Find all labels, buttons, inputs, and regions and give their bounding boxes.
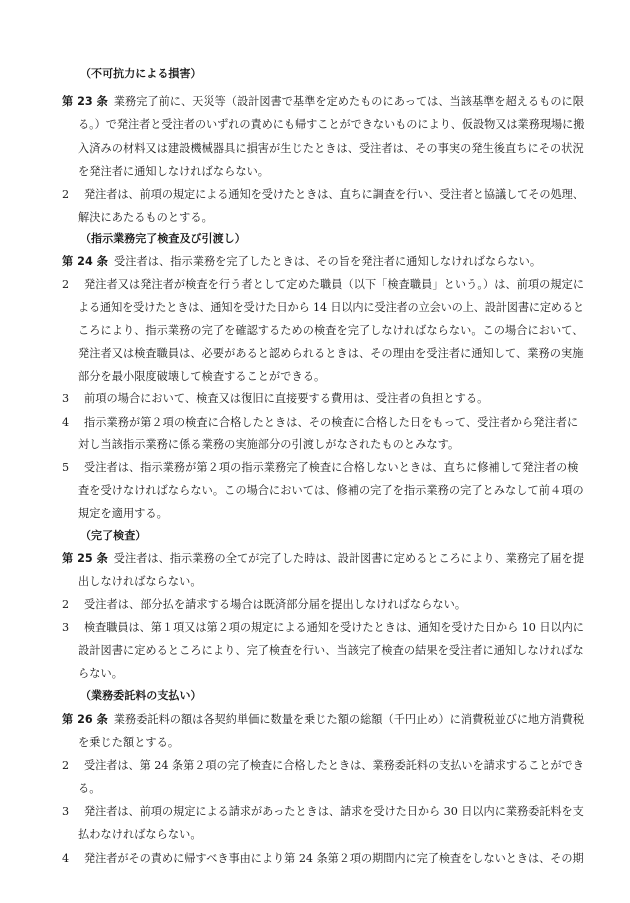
article-26-para-2-line-1: 2 受注者は、第 24 条第２項の完了検査に合格したときは、業務委託料の支払いを請求することができ [62,759,584,772]
paragraph-number: 4 [62,852,70,865]
article-24-para-2-line-3: ころにより、指示業務の完了を確認するための検査を完了しなければならない。この場合において、 [78,324,584,337]
article-24-para-2-line-1: 2 発注者又は発注者が検査を行う者として定めた職員（以下「検査職員」という。）は、前項の規定に [62,278,585,291]
article-25-heading: （完了検査） [80,529,147,542]
paragraph-number: 3 [62,805,70,818]
paragraph-number: 3 [62,392,70,405]
article-24-para-2-line-2: よる通知を受けたときは、通知を受けた日から 14 日以内に受注者の立会いの上、設計図書に定めると [78,301,585,314]
article-25-para-3-line-2: 設計図書に定めるところにより、完了検査を行い、当該完了検査の結果を受注者に通知しなければな [78,644,584,657]
article-23-line-2: る。）で発注者と受注者のいずれの責めにも帰すことができないものにより、仮設物又は業務現場に搬 [78,118,585,131]
article-25-line-1: 第 25 条 受注者は、指示業務の全てが完了した時は、設計図書に定めるところにより、業務完了届を提 [62,552,585,565]
article-25-line-2: 出しなければならない。 [78,575,202,588]
article-23-heading: （不可抗力による損害） [80,67,202,80]
article-26-para-4-line-1: 4 発注者がその責めに帰すべき事由により第 24 条第２項の期間内に完了検査をしないときは、その期 [62,852,584,865]
article-26-line-1: 第 26 条 業務委託料の額は各契約単価に数量を乗じた額の総額（千円止め）に消費税並びに地方消費税 [62,713,585,726]
article-23-line-3: 入済みの材料又は建設機械器具に損害が生じたときは、受注者は、その事実の発生後直ちにその状況 [78,142,584,155]
article-24-para-5-line-1: 5 受注者は、指示業務が第２項の指示業務完了検査に合格しないときは、直ちに修補して発注者の検 [62,461,579,474]
article-24-heading: （指示業務完了検査及び引渡し） [80,232,246,245]
article-23-para-2-line-1: 2 発注者は、前項の規定による通知を受けたときは、直ちに調査を行い、受注者と協議してその処理、 [62,188,584,201]
paragraph-number: 2 [62,598,70,611]
article-24-para-5-line-2: 査を受けなければならない。この場合においては、修補の完了を指示業務の完了とみなして前４項の [78,484,584,497]
article-25-number: 第 25 条 [62,552,108,565]
article-23-line-4: を発注者に通知しなければならない。 [78,165,270,178]
article-23-para-2-line-2: 解決にあたるものとする。 [78,211,213,224]
article-24-para-4-line-2: 対し当該指示業務に係る業務の実施部分の引渡しがなされたものとみなす。 [78,438,460,451]
article-26-heading: （業務委託料の支払い） [80,689,202,702]
paragraph-number: 2 [62,278,70,291]
article-25-para-3-line-1: 3 検査職員は、第１項又は第２項の規定による通知を受けたときは、通知を受けた日から 10 日以内に [62,621,584,634]
article-24-number: 第 24 条 [62,255,109,268]
article-24-para-5-line-3: 規定を適用する。 [78,507,168,520]
article-26-para-2-line-2: る。 [78,782,101,795]
article-24-para-2-line-5: 部分を最小限度破壊して検査することができる。 [78,370,326,383]
paragraph-number: 5 [62,461,70,474]
article-26-para-3-line-1: 3 発注者は、前項の規定による請求があったときは、請求を受けた日から 30 日以内に業務委託料を支 [62,805,584,818]
article-23-number: 第 23 条 [62,95,108,108]
article-26-para-3-line-2: 払わなければならない。 [78,828,202,841]
article-23-line-1: 第 23 条 業務完了前に、天災等（設計図書で基準を定めたものにあっては、当該基準を超えるものに限 [62,95,584,108]
article-24-para-4-line-1: 4 指示業務が第２項の検査に合格したときは、その検査に合格した日をもって、受注者から発注者に [62,416,579,429]
paragraph-number: 3 [62,621,70,634]
article-24-line-1: 第 24 条 受注者は、指示業務を完了したときは、その旨を発注者に通知しなければならない。 [62,255,542,268]
paragraph-number: 2 [62,188,70,201]
paragraph-number: 2 [62,759,70,772]
article-24-para-3-line-1: 3 前項の場合において、検査又は復旧に直接要する費用は、受注者の負担とする。 [62,392,489,405]
article-26-line-2: を乗じた額とする。 [78,736,180,749]
paragraph-number: 4 [62,416,70,429]
article-25-para-2-line-1: 2 受注者は、部分払を請求する場合は既済部分届を提出しなければならない。 [62,598,467,611]
article-24-para-2-line-4: 発注者又は検査職員は、必要があると認められるときは、その理由を受注者に通知して、業務の実施 [78,347,584,360]
article-25-para-3-line-3: らない。 [78,667,123,680]
article-26-number: 第 26 条 [62,713,108,726]
